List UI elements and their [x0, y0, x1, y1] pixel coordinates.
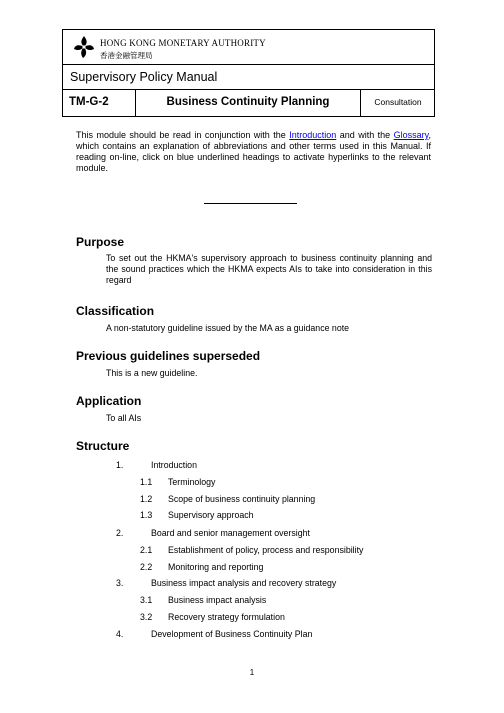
- org-name-cn: 香港金融管理局: [100, 51, 153, 60]
- application-heading: Application: [76, 394, 142, 408]
- document-header: [62, 29, 435, 117]
- module-status: Consultation: [374, 97, 422, 107]
- structure-subitem-number: 1.2: [140, 494, 153, 504]
- intro-text-1: This module should be read in conjunction with the: [76, 130, 290, 140]
- structure-subitem-number: 3.1: [140, 595, 153, 605]
- structure-subitem-number: 2.2: [140, 562, 153, 572]
- structure-item-number: 2.: [116, 528, 124, 538]
- structure-subitem-number: 3.2: [140, 612, 153, 622]
- structure-subitem-title: Scope of business continuity planning: [168, 494, 316, 504]
- structure-item-number: 1.: [116, 460, 124, 470]
- structure-subitem-title: Recovery strategy formulation: [168, 612, 285, 622]
- application-text: To all AIs: [106, 413, 142, 423]
- module-status-cell: [361, 90, 435, 116]
- structure-item-title: Business impact analysis and recovery strategy: [151, 578, 337, 588]
- org-name-en: HONG KONG MONETARY AUTHORITY: [100, 38, 266, 48]
- header-module-row: [63, 90, 434, 117]
- hkma-logo-icon: [73, 35, 95, 59]
- classification-heading: Classification: [76, 304, 155, 318]
- module-title: Business Continuity Planning: [166, 96, 330, 108]
- introduction-link[interactable]: Introduction: [289, 130, 337, 140]
- previous-guidelines-heading: Previous guidelines superseded: [76, 349, 261, 363]
- header-org-row: [63, 30, 434, 65]
- structure-item-title: Board and senior management oversight: [151, 528, 310, 538]
- structure-subitem-title: Establishment of policy, process and responsibility: [168, 545, 364, 555]
- module-code-cell: [63, 90, 136, 116]
- structure-subitem-title: Business impact analysis: [168, 595, 267, 605]
- structure-subitem-number: 2.1: [140, 545, 153, 555]
- purpose-heading: Purpose: [76, 235, 125, 249]
- intro-text-3: , which contains an explanation of abbreviations and other terms used in this Manual. If reading on-line, click on blue underlined headings to activate hyperlinks to the relevant module.: [76, 130, 431, 173]
- manual-title: Supervisory Policy Manual: [70, 70, 218, 84]
- structure-subitem-title: Supervisory approach: [168, 510, 254, 520]
- structure-item-title: Introduction: [151, 460, 197, 470]
- structure-subitem-number: 1.3: [140, 510, 153, 520]
- structure-subitem-title: Monitoring and reporting: [168, 562, 264, 572]
- classification-text: A non-statutory guideline issued by the MA as a guidance note: [106, 323, 350, 333]
- module-title-cell: [136, 90, 361, 116]
- intro-text-2: and with the: [336, 130, 394, 140]
- page-number: 1: [249, 668, 255, 677]
- intro-paragraph: [76, 130, 431, 174]
- structure-item-number: 4.: [116, 629, 124, 639]
- structure-heading: Structure: [76, 439, 130, 453]
- structure-item-number: 3.: [116, 578, 124, 588]
- structure-subitem-title: Terminology: [168, 477, 216, 487]
- structure-subitem-number: 1.1: [140, 477, 153, 487]
- section-divider: [204, 203, 297, 204]
- purpose-text: To set out the HKMA's supervisory approach to business continuity planning and the sound practices which the HKMA expects AIs to take into consideration in this regard: [106, 253, 432, 285]
- previous-guidelines-text: This is a new guideline.: [106, 368, 198, 378]
- header-manual-row: [63, 65, 434, 90]
- module-code: TM-G-2: [69, 96, 109, 108]
- glossary-link[interactable]: Glossary: [393, 130, 429, 140]
- structure-item-title: Development of Business Continuity Plan: [151, 629, 313, 639]
